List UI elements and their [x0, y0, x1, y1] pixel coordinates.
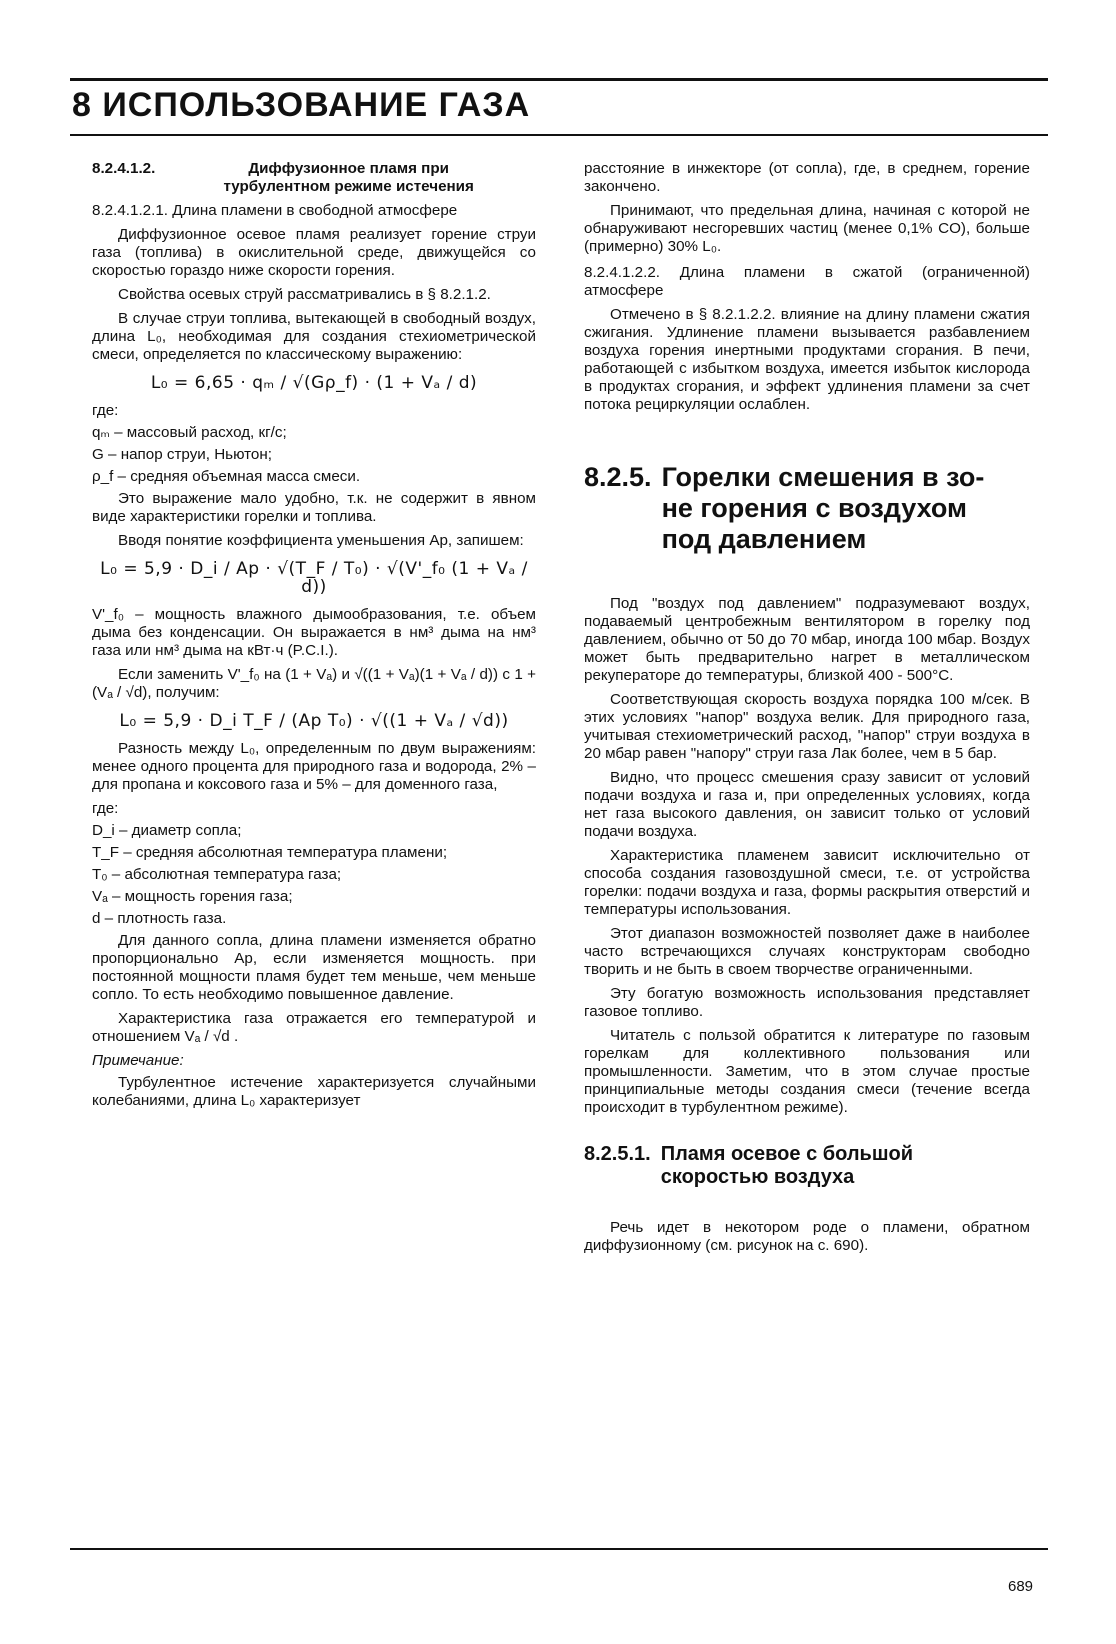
- right-column: [584, 160, 1030, 1261]
- paragraph: Вводя понятие коэффициента уменьшения Ap, запишем:: [118, 532, 524, 549]
- definition: G – напор струи, Ньютон;: [92, 446, 272, 463]
- section-title-line1: Пламя осевое с большой: [660, 1143, 914, 1165]
- paragraph: Принимают, что предельная длина, начиная с которой не обнаруживают несгоревших частиц (менее 0,1% CO), больше (примерно) 30% L₀.: [584, 202, 1030, 255]
- paragraph: Разность между L₀, определенным по двум выражениям: менее одного процента для природного газа и водорода, 2% – для пропана и коксового газа и 5% – для доменного газа,: [92, 740, 536, 793]
- section-title-line2: скоростью воздуха: [660, 1166, 855, 1188]
- section-heading: [92, 160, 536, 196]
- page-number: 689: [1008, 1578, 1034, 1595]
- paragraph: Характеристика газа отражается его температурой и отношением Vₐ / √d .: [92, 1010, 536, 1045]
- paragraph: Характеристика пламенем зависит исключительно от способа создания газовоздушной смеси, т.е. от устройства горелки: подачи воздуха и газа, формы раскрытия отверстий и температуры использования.: [584, 847, 1030, 918]
- formula: L₀ = 5,9 · D_i / Ap · √(T_F / T₀) · √(V'_f₀ (1 + Vₐ / d)): [100, 559, 528, 597]
- definition: qₘ – массовый расход, кг/с;: [92, 424, 287, 441]
- section-number: 8.2.5.: [584, 462, 652, 492]
- section-title-line1: Диффузионное пламя при: [248, 160, 449, 177]
- where-label: где:: [92, 800, 119, 817]
- subsection-heading: 8.2.4.1.2.2. Длина пламени в сжатой (ограниченной) атмосфере: [584, 264, 1030, 299]
- paragraph: Отмечено в § 8.2.1.2.2. влияние на длину пламени сжатия сжигания. Удлинение пламени вызывается разбавлением воздуха горения инертными продуктами сгорания. В печи, работающей с избытком воздуха, имеется избыток кислорода в продуктах сгорания, и эффект удлинения пламени за счет потока рециркуляции ослаблен.: [584, 306, 1030, 413]
- paragraph: Если заменить V'_f₀ на (1 + Vₐ) и √((1 + Vₐ)(1 + Vₐ / d)) с 1 + (Vₐ / √d), получим:: [92, 666, 536, 701]
- paragraph: Видно, что процесс смешения сразу зависит от условий подачи воздуха и газа и, при определенных условиях, когда нет газа высокого давления, он зависит только от условий подачи воздуха.: [584, 769, 1030, 840]
- paragraph: Диффузионное осевое пламя реализует горение струи газа (топлива) в окислительной среде, движущейся со скоростью гораздо ниже скорости горения.: [92, 226, 536, 279]
- formula: L₀ = 6,65 · qₘ / √(Gρ_f) · (1 + Vₐ / d): [150, 373, 478, 393]
- paragraph: Это выражение мало удобно, т.к. не содержит в явном виде характеристики горелки и топлива.: [92, 490, 536, 525]
- definition: D_i – диаметр сопла;: [92, 822, 242, 839]
- definition: T₀ – абсолютная температура газа;: [92, 866, 342, 883]
- section-number: 8.2.4.1.2.: [92, 160, 156, 177]
- definition: d – плотность газа.: [92, 910, 227, 927]
- left-column: [92, 160, 536, 1116]
- paragraph: Турбулентное истечение характеризуется случайными колебаниями, длина L₀ характеризует: [92, 1074, 536, 1109]
- paragraph: В случае струи топлива, вытекающей в свободный воздух, длина L₀, необходимая для создания стехиометрической смеси, определяется по классическому выражению:: [92, 310, 536, 363]
- paragraph: Эту богатую возможность использования представляет газовое топливо.: [584, 985, 1030, 1020]
- section-title-line2: не горения с воздухом: [661, 493, 968, 523]
- footer-rule: [70, 1548, 1048, 1550]
- header-rule: [70, 134, 1048, 136]
- paragraph: Под "воздух под давлением" подразумевают воздух, подаваемый центробежным вентилятором в горелку под давлением, обычно от 50 до 70 мбар, иногда 100 мбар. Воздух может быть предварительно нагрет в металлическом рекуператоре до температуры, близкой 400 - 500°C.: [584, 595, 1030, 684]
- paragraph: расстояние в инжекторе (от сопла), где, в среднем, горение закончено.: [584, 160, 1030, 195]
- paragraph: Для данного сопла, длина пламени изменяется обратно пропорционально Ap, если изменяется мощность. при постоянной мощности пламя будет тем меньше, чем меньше сопло. То есть необходимо повышенное давление.: [92, 932, 536, 1003]
- definition: T_F – средняя абсолютная температура пламени;: [92, 844, 448, 861]
- paragraph: Читатель с пользой обратится к литературе по газовым горелкам для коллективного пользования или промышленности. Заметим, что в этом случае простые принципиальные методы создания смеси (течение всегда происходит в турбулентном режиме).: [584, 1027, 1030, 1116]
- paragraph: V'_f₀ – мощность влажного дымообразования, т.е. объем дыма без конденсации. Он выражается в нм³ дыма на нм³ газа или нм³ дыма на кВт·ч (P.C.I.).: [92, 606, 536, 659]
- paragraph: Свойства осевых струй рассматривались в § 8.2.1.2.: [118, 286, 491, 303]
- chapter-title: 8 ИСПОЛЬЗОВАНИЕ ГАЗА: [72, 86, 531, 124]
- paragraph: Соответствующая скорость воздуха порядка 100 м/сек. В этих условиях "напор" воздуха велик. Для природного газа, учитывая стехиометрический расход, "напор" струи воздуха в 20 мбар равен "напору" струи газа Лак более, чем в 5 бар.: [584, 691, 1030, 762]
- note-label: Примечание:: [92, 1052, 184, 1069]
- top-rule: [70, 78, 1048, 81]
- formula: L₀ = 5,9 · D_i T_F / (Ap T₀) · √((1 + Vₐ / √d)): [119, 711, 509, 731]
- section-title-line3: под давлением: [661, 524, 867, 554]
- definition: Vₐ – мощность горения газа;: [92, 888, 293, 905]
- subsection-heading: 8.2.4.1.2.1. Длина пламени в свободной атмосфере: [92, 202, 458, 219]
- section-heading-8-2-5: [584, 462, 1030, 555]
- section-number: 8.2.5.1.: [584, 1143, 651, 1165]
- definition: ρ_f – средняя объемная масса смеси.: [92, 468, 361, 485]
- where-label: где:: [92, 402, 119, 419]
- paragraph: Речь идет в некотором роде о пламени, обратном диффузионному (см. рисунок на с. 690).: [584, 1219, 1030, 1254]
- section-heading-8-2-5-1: [584, 1143, 1030, 1189]
- paragraph: Этот диапазон возможностей позволяет даже в наиболее часто встречающихся случаях конструкторам свободно творить и не быть в своем творчестве ограниченными.: [584, 925, 1030, 978]
- section-title-line1: Горелки смешения в зо-: [661, 462, 985, 492]
- section-title-line2: турбулентном режиме истечения: [223, 178, 474, 195]
